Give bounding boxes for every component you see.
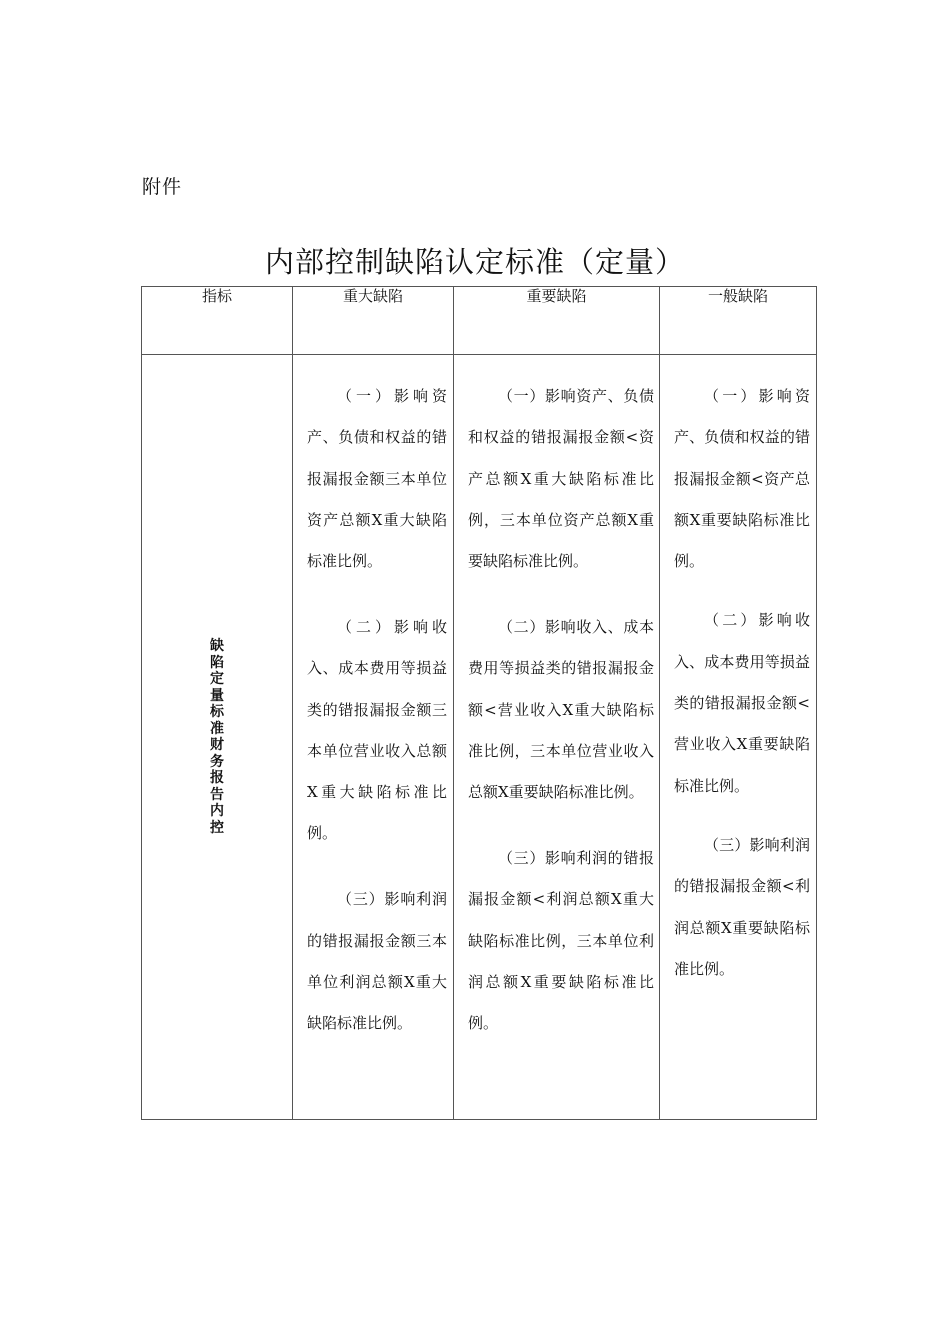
table-row bbox=[142, 355, 817, 1120]
general-criterion-2: （二）影响收入、成本费用等损益类的错报漏报金额<营业收入X重要缺陷标准比例。 bbox=[674, 611, 810, 795]
header-indicator-label: 指标 bbox=[201, 287, 232, 305]
attachment-label: 附件 bbox=[142, 176, 183, 198]
important-criterion-2: （二）影响收入、成本费用等损益类的错报漏报金额<营业收入X重大缺陷标准比例，三本单位营业收入总额X重要缺陷标准比例。 bbox=[468, 617, 654, 802]
header-important bbox=[454, 287, 660, 355]
indicator-cell bbox=[142, 355, 293, 1120]
general-criterion-1: （一）影响资产、负债和权益的错报漏报金额<资产总额X重要缺陷标准比例。 bbox=[674, 387, 810, 571]
general-defect-cell bbox=[660, 355, 817, 1120]
criteria-table bbox=[141, 286, 817, 1120]
major-criterion-1: （一）影响资产、负债和权益的错报漏报金额三本单位资产总额X重大缺陷标准比例。 bbox=[307, 387, 447, 571]
general-criterion-3: （三）影响利润的错报漏报金额<利润总额X重要缺陷标准比例。 bbox=[674, 835, 810, 978]
header-major bbox=[293, 287, 454, 355]
header-general bbox=[660, 287, 817, 355]
indicator-label: 缺陷定量标准财务报告内控 bbox=[210, 638, 224, 836]
important-criterion-3: （三）影响利润的错报漏报金额<利润总额X重大缺陷标准比例，三本单位利润总额X重要缺陷标准比例。 bbox=[468, 848, 654, 1033]
header-indicator bbox=[142, 287, 293, 355]
document-title: 内部控制缺陷认定标准（定量） bbox=[264, 245, 685, 279]
important-defect-cell bbox=[454, 355, 660, 1120]
major-criterion-3: （三）影响利润的错报漏报金额三本单位利润总额X重大缺陷标准比例。 bbox=[307, 890, 447, 1033]
table-header-row bbox=[142, 287, 817, 355]
header-general-label: 一般缺陷 bbox=[707, 287, 768, 305]
important-criterion-1: （一）影响资产、负债和权益的错报漏报金额<资产总额X重大缺陷标准比例，三本单位资产总额X重要缺陷标准比例。 bbox=[468, 387, 654, 571]
header-major-label: 重大缺陷 bbox=[342, 287, 403, 305]
header-important-label: 重要缺陷 bbox=[526, 287, 587, 305]
major-defect-cell bbox=[293, 355, 454, 1120]
major-criterion-2: （二）影响收入、成本费用等损益类的错报漏报金额三本单位营业收入总额X重大缺陷标准比例。 bbox=[307, 617, 447, 843]
